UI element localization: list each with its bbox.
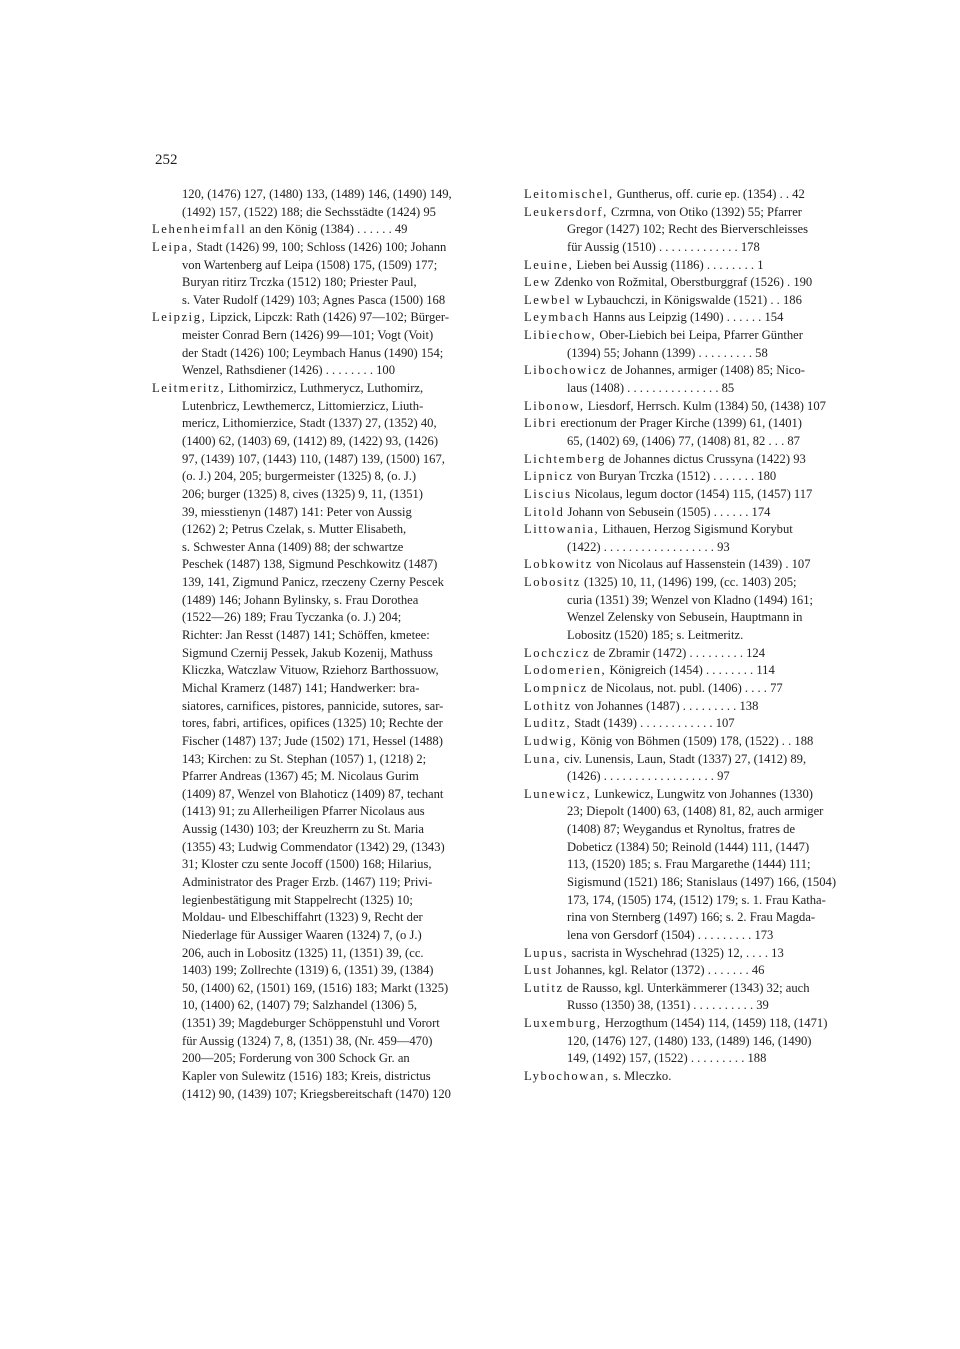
index-headword: Lochczicz [524,645,591,660]
index-line [524,627,878,645]
index-line-text: laus (1408) . . . . . . . . . . . . . . . 85 [567,381,735,396]
index-line [152,962,502,980]
index-headword: Lobkowitz [524,557,593,572]
index-line-text: von Wartenberg auf Leipa (1508) 175, (1509) 177; [182,257,438,272]
index-line [152,186,502,204]
index-line [524,274,878,292]
index-line-text: Fischer (1487) 137; Jude (1502) 171, Hessel (1488) [182,733,443,748]
index-line-text: König von Böhmen (1509) 178, (1522) . . 188 [577,733,814,748]
index-headword: Ludwig, [524,733,578,748]
index-line-text: Peschek (1487) 138, Sigmund Peschkowitz (1487) [182,557,438,572]
index-line [524,786,878,804]
index-line-text: 206; burger (1325) 8, cives (1325) 9, 11, (1351) [182,486,423,501]
index-headword: Luxemburg, [524,1016,602,1031]
index-line [152,803,502,821]
index-line-text: rina von Sternberg (1497) 166; s. 2. Frau Magda- [567,910,816,925]
index-line [152,627,502,645]
index-headword: Lompnicz [524,680,588,695]
index-line-text: Johann von Sebusein (1505) . . . . . . 174 [564,504,771,519]
index-line-text: Buryan ritirz Trczka (1512) 180; Priester Paul, [182,275,417,290]
index-line-text: 173, 174, (1505) 174, (1512) 179; s. 1. Frau Katha- [567,892,826,907]
index-line-text: Czrmna, von Otiko (1392) 55; Pfarrer [607,204,802,219]
index-headword: Liscius [524,486,572,501]
index-line-text: 120, (1476) 127, (1480) 133, (1489) 146, (1490) 149, [182,187,452,201]
index-line [152,327,502,345]
index-line-text: Hanns aus Leipzig (1490) . . . . . . 154 [589,310,784,325]
index-line [524,997,878,1015]
index-line-text: de Johannes, armiger (1408) 85; Nico- [607,363,805,378]
index-line-text: Sigmund Czernij Pessek, Jakub Kozenij, Mathuss [182,645,433,660]
index-line-text: Administrator des Prager Erzb. (1467) 119; Privi- [182,874,433,889]
index-line [152,292,502,310]
index-line-text: Michal Kramerz (1487) 141; Handwerker: bra- [182,680,420,695]
index-line [152,1068,502,1086]
index-line-text: für Aussig (1324) 7, 8, (1351) 38, (Nr. 459—470) [182,1033,433,1048]
index-line-text: Aussig (1430) 103; der Kreuzherrn zu St. Maria [182,822,425,837]
index-line-text: (1262) 2; Petrus Czelak, s. Mutter Elisabeth, [182,522,407,537]
index-line-text: (1426) . . . . . . . . . . . . . . . . . . 97 [567,769,730,784]
index-line [152,786,502,804]
index-line [152,362,502,380]
index-line [152,698,502,716]
index-line [152,715,502,733]
index-line [152,204,502,222]
index-line-text: 120, (1476) 127, (1480) 133, (1489) 146, (1490) [567,1033,812,1048]
index-line-text: (1422) . . . . . . . . . . . . . . . . . . 93 [567,539,730,554]
index-headword: Luna, [524,751,562,766]
index-headword: Libri [524,416,558,431]
index-headword: Lehenheimfall [152,222,247,237]
index-line [524,980,878,998]
index-line-text: curia (1351) 39; Wenzel von Kladno (1494) 161; [567,592,814,607]
index-line-text: Wenzel, Rathsdiener (1426) . . . . . . . . 100 [182,363,396,378]
index-line-text: Guntherus, off. curie ep. (1354) . . 42 [613,187,805,201]
index-line-text: mericz, Lithomierzice, Stadt (1337) 27, (1352) 40, [182,416,437,431]
index-line-text: Lithomirzicz, Luthmerycz, Luthomirz, [225,381,424,396]
index-line [524,380,878,398]
index-headword: Leitomischel, [524,187,614,201]
index-line [524,221,878,239]
index-line [524,662,878,680]
index-line [152,680,502,698]
index-line [524,451,878,469]
index-line [524,186,878,204]
index-line [152,504,502,522]
index-line [524,398,878,416]
index-line-text: 206, auch in Lobositz (1325) 11, (1351) 39, (cc. [182,945,424,960]
index-line-text: (1355) 43; Ludwig Commendator (1342) 29, (1343) [182,839,445,854]
index-line [152,556,502,574]
index-headword: Lybochowan, [524,1069,610,1084]
index-line-text: Sigismund (1521) 186; Stanislaus (1497) 166, (1504) [567,874,837,889]
index-line [152,645,502,663]
index-headword: Lupus, [524,945,569,960]
index-line-text: civ. Lunensis, Laun, Stadt (1337) 27, (1412) 89, [561,751,807,766]
index-line [524,362,878,380]
index-headword: Leymbach [524,310,590,325]
index-line-text: de Nicolaus, not. publ. (1406) . . . . 77 [587,680,783,695]
index-line-text: meister Conrad Bern (1426) 99—101; Vogt (Voit) [182,328,434,343]
index-line [524,751,878,769]
index-line [524,1033,878,1051]
index-line [152,539,502,557]
index-line-text: Nicolaus, legum doctor (1454) 115, (1457) 117 [571,486,813,501]
index-line-text: Zdenko von Rožmital, Oberstburggraf (1526) . 190 [551,275,813,290]
index-line [524,698,878,716]
index-line-text: 139, 141, Zigmund Panicz, rzeczeny Czerny Pescek [182,575,444,590]
index-headword: Leukersdorf, [524,204,608,219]
index-line [152,486,502,504]
index-line-text: tores, fabri, artifices, opifices (1325) 10; Rechte der [182,716,443,731]
index-line [152,274,502,292]
index-line [524,927,878,945]
index-line-text: 31; Kloster czu sente Jocoff (1500) 168; Hilarius, [182,857,432,872]
index-line-text: (1400) 62, (1403) 69, (1412) 89, (1422) 93, (1426) [182,433,439,448]
index-line-text: (1408) 87; Weygandus et Rynoltus, fratres de [567,822,796,837]
index-line-text: von Johannes (1487) . . . . . . . . . 138 [571,698,759,713]
index-line-text: Herzogthum (1454) 114, (1459) 118, (1471) [601,1016,828,1031]
index-line-text: Stadt (1426) 99, 100; Schloss (1426) 100; Johann [193,239,447,254]
index-line-text: Dobeticz (1384) 50; Reinold (1444) 111, (1447) [567,839,810,854]
index-line [152,1015,502,1033]
index-line [152,433,502,451]
index-line [524,768,878,786]
index-line [152,980,502,998]
index-line [152,380,502,398]
index-line [524,415,878,433]
index-line [152,874,502,892]
index-line-text: von Nicolaus auf Hassenstein (1439) . 107 [592,557,811,572]
index-line [152,997,502,1015]
index-line-text: (1412) 90, (1439) 107; Kriegsbereitschaft (1470) 120 [182,1086,451,1101]
index-column-right [524,186,878,1086]
index-line-text: (1409) 87, Wenzel von Blahoticz (1409) 87, techant [182,786,444,801]
index-line [152,821,502,839]
index-line-text: sacrista in Wyschehrad (1325) 12, . . . . 13 [568,945,784,960]
index-headword: Libochowicz [524,363,608,378]
index-line [152,468,502,486]
index-line-text: Richter: Jan Resst (1487) 141; Schöffen, kmetee: [182,628,430,643]
index-line [152,239,502,257]
index-line [524,680,878,698]
index-line-text: siatores, carnifices, pistores, pannicide, sutores, sar- [182,698,444,713]
page-number: 252 [155,152,178,168]
index-line [524,856,878,874]
index-line [524,821,878,839]
index-line [524,292,878,310]
index-line-text: 10, (1400) 62, (1407) 79; Salzhandel (1306) 5, [182,998,418,1013]
index-line-text: lena von Gersdorf (1504) . . . . . . . . . 173 [567,927,774,942]
index-line-text: 1403) 199; Zollrechte (1319) 6, (1351) 39, (1384) [182,963,434,978]
index-line [152,574,502,592]
index-line [152,909,502,927]
index-line-text: de Rausso, kgl. Unterkämmerer (1343) 32; auch [563,980,810,995]
index-line [524,892,878,910]
index-line [152,733,502,751]
index-line [524,433,878,451]
index-line-text: Kapler von Sulewitz (1516) 183; Kreis, districtus [182,1069,431,1084]
index-line-text: für Aussig (1510) . . . . . . . . . . . . . 178 [567,239,760,254]
index-line [524,1015,878,1033]
index-headword: Lutitz [524,980,564,995]
index-line-text: s. Vater Rudolf (1429) 103; Agnes Pasca (1500) 168 [182,292,446,307]
index-line [152,751,502,769]
index-line [524,574,878,592]
index-line-text: von Buryan Trczka (1512) . . . . . . . 180 [573,469,777,484]
index-line-text: Lobositz (1520) 185; s. Leitmeritz. [567,628,744,643]
index-line [524,1068,878,1086]
index-line-text: (1325) 10, 11, (1496) 199, (cc. 1403) 205; [580,575,797,590]
index-headword: Lobositz [524,575,581,590]
index-line [524,204,878,222]
index-line [152,415,502,433]
index-line [152,839,502,857]
index-line-text: Lipzick, Lipczk: Rath (1426) 97—102; Bürger- [206,310,450,325]
index-line-text: Liesdorf, Herrsch. Kulm (1384) 50, (1438) 107 [584,398,826,413]
index-line [152,892,502,910]
index-line-text: 65, (1402) 69, (1406) 77, (1408) 81, 82 . . . 87 [567,433,800,448]
index-line-text: 50, (1400) 62, (1501) 169, (1516) 183; Markt (1325) [182,980,449,995]
index-line [524,1050,878,1068]
index-line [524,539,878,557]
index-line-text: Königreich (1454) . . . . . . . . 114 [606,663,775,678]
index-line [152,927,502,945]
index-headword: Leitmeritz, [152,381,226,396]
index-line [152,221,502,239]
index-headword: Littowania, [524,522,600,537]
index-headword: Lipnicz [524,469,574,484]
index-headword: Lust [524,963,553,978]
index-line [524,909,878,927]
index-line-text: s. Mleczko. [609,1069,672,1084]
index-line [524,521,878,539]
index-line-text: Kliczka, Watczlaw Vituow, Rziehorz Barthossuow, [182,663,439,678]
index-line-text: der Stadt (1426) 100; Leymbach Hanus (1490) 154; [182,345,444,360]
index-line-text: (o. J.) 204, 205; burgermeister (1325) 8, (o. J.) [182,469,417,484]
index-line-text: (1351) 39; Magdeburger Schöppenstuhl und Vorort [182,1016,440,1031]
index-line [524,556,878,574]
index-line-text: Wenzel Zelensky von Sebusein, Hauptmann in [567,610,803,625]
index-line [152,1050,502,1068]
index-line [524,962,878,980]
index-headword: Libiechow, [524,328,597,343]
index-line [152,309,502,327]
index-line-text: w Lybauchczi, in Königswalde (1521) . . 186 [571,292,802,307]
index-line-text: Pfarrer Andreas (1367) 45; M. Nicolaus Gurim [182,769,419,784]
index-line-text: 149, (1492) 157, (1522) . . . . . . . . . 188 [567,1051,767,1066]
index-line [524,257,878,275]
index-headword: Lodomerien, [524,663,607,678]
index-line [152,945,502,963]
index-line [524,733,878,751]
index-headword: Lothitz [524,698,572,713]
index-line-text: 143; Kirchen: zu St. Stephan (1057) 1, (1218) 2; [182,751,427,766]
index-line-text: Lieben bei Aussig (1186) . . . . . . . . 1 [573,257,764,272]
index-line [152,768,502,786]
index-line-text: s. Schwester Anna (1409) 88; der schwartze [182,539,404,554]
index-line [524,715,878,733]
index-line-text: (1492) 157, (1522) 188; die Sechsstädte (1424) 95 [182,204,436,219]
index-line-text: 23; Diepolt (1400) 63, (1408) 81, 82, auch armiger [567,804,824,819]
index-headword: Leipzig, [152,310,207,325]
index-line [152,257,502,275]
index-line-text: (1394) 55; Johann (1399) . . . . . . . . . 58 [567,345,768,360]
index-line [152,856,502,874]
index-line-text: legienbestätigung mit Stappelrecht (1325) 10; [182,892,413,907]
index-line [152,398,502,416]
index-line [152,1033,502,1051]
index-line-text: Russo (1350) 38, (1351) . . . . . . . . . . 39 [567,998,769,1013]
index-line [524,327,878,345]
index-headword: Lew [524,275,552,290]
index-headword: Litold [524,504,565,519]
index-line [524,486,878,504]
index-line [152,609,502,627]
index-line-text: 200—205; Forderung von 300 Schock Gr. an [182,1051,410,1066]
index-line-text: (1413) 91; zu Allerheiligen Pfarrer Nicolaus aus [182,804,425,819]
index-line [524,592,878,610]
index-line-text: erectionum der Prager Kirche (1399) 61, (1401) [557,416,802,431]
index-line [152,662,502,680]
index-line [524,874,878,892]
index-line-text: Moldau- und Elbeschiffahrt (1323) 9, Recht der [182,910,423,925]
index-line-text: (1489) 146; Johann Bylinsky, s. Frau Dorothea [182,592,419,607]
index-line-text: an den König (1384) . . . . . . 49 [246,222,408,237]
index-headword: Leuine, [524,257,574,272]
index-line [524,468,878,486]
index-line [524,609,878,627]
index-line-text: Johannes, kgl. Relator (1372) . . . . . . . 46 [552,963,765,978]
index-line [152,451,502,469]
index-headword: Lichtemberg [524,451,606,466]
index-line-text: Ober-Liebich bei Leipa, Pfarrer Günther [596,328,803,343]
index-line [524,345,878,363]
index-line [524,645,878,663]
index-headword: Lewbel [524,292,572,307]
index-line [524,239,878,257]
index-line-text: 113, (1520) 185; s. Frau Margarethe (1444) 111; [567,857,811,872]
index-line-text: de Zbramir (1472) . . . . . . . . . 124 [590,645,766,660]
index-line-text: 39, miesstienyn (1487) 141: Peter von Aussig [182,504,412,519]
index-line [152,345,502,363]
index-line [152,521,502,539]
index-line-text: (1522—26) 189; Frau Tyczanka (o. J.) 204; [182,610,402,625]
index-headword: Lunewicz, [524,786,592,801]
index-column-left [152,186,502,1103]
index-line [524,839,878,857]
index-headword: Libonow, [524,398,585,413]
index-line-text: Lutenbricz, Lewthemercz, Littomierzicz, Liuth- [182,398,424,413]
index-line [524,309,878,327]
index-line [524,803,878,821]
index-line-text: Stadt (1439) . . . . . . . . . . . . 107 [571,716,735,731]
index-line-text: Lithauen, Herzog Sigismund Korybut [599,522,793,537]
index-line [152,1086,502,1104]
index-line-text: de Johannes dictus Crussyna (1422) 93 [605,451,806,466]
index-headword: Leipa, [152,239,194,254]
index-line-text: Niederlage für Aussiger Waaren (1324) 7, (o J.) [182,927,422,942]
index-line-text: Lunkewicz, Lungwitz von Johannes (1330) [591,786,813,801]
index-line-text: Gregor (1427) 102; Recht des Bierverschleisses [567,222,808,237]
index-line [524,945,878,963]
index-headword: Luditz, [524,716,572,731]
index-line [152,592,502,610]
index-line [524,504,878,522]
index-line-text: 97, (1439) 107, (1443) 110, (1487) 139, (1500) 167, [182,451,445,466]
